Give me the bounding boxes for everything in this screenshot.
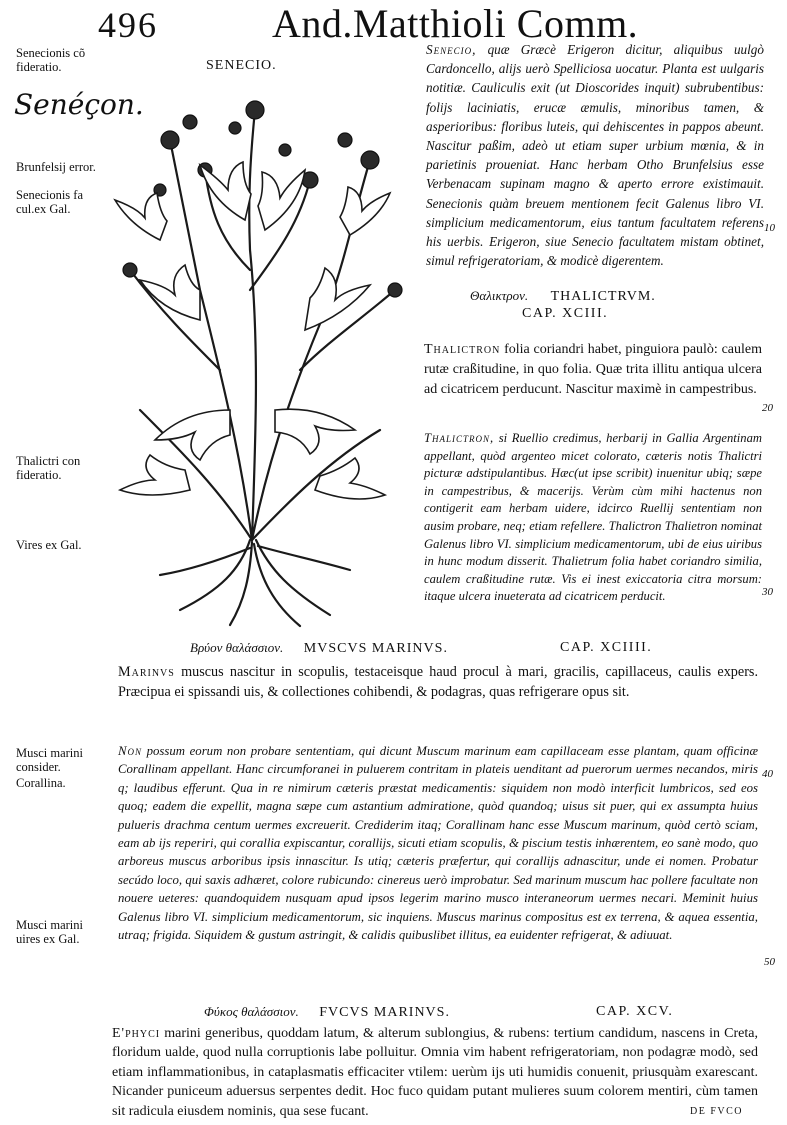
- page-number: 496: [98, 5, 158, 45]
- thalictrum-chapter: CAP. XCIII.: [522, 306, 609, 321]
- muscus-chapter: CAP. XCIIII.: [560, 640, 653, 655]
- margin-note-script: Senéçon.: [14, 88, 144, 121]
- line-marker: 10: [764, 222, 775, 234]
- fucus-chapter: CAP. XCV.: [596, 1004, 674, 1019]
- thalictrum-dioscorides-text: [424, 340, 762, 400]
- catchword: DE FVCO: [690, 1106, 744, 1117]
- margin-note-brunfelsii: Brunfelsij error.: [16, 160, 96, 174]
- thalictrum-lead-word: Thalictron: [424, 342, 501, 357]
- senecio-commentary: [426, 40, 764, 270]
- thalictrum-greek-name: Θαλικτρον.: [470, 288, 529, 303]
- senecio-plant-illustration: [100, 70, 410, 630]
- fucus-greek-name: Φύκος θαλάσσιον.: [204, 1004, 299, 1019]
- margin-note-thalictri: Thalictri con fideratio.: [16, 454, 81, 482]
- fucus-title: FVCVS MARINVS.: [319, 1005, 450, 1020]
- muscus-title: MVSCVS MARINVS.: [303, 641, 448, 656]
- running-head: And.Matthioli Comm.: [272, 1, 639, 46]
- margin-note-musci-consider: Musci marini consider.: [16, 746, 84, 774]
- muscus-lead-word: Marinvs: [118, 664, 175, 680]
- muscus-heading: [190, 640, 448, 657]
- margin-note-corallina: Corallina.: [16, 776, 66, 790]
- margin-note-musci-vires: Musci marini uires ex Gal.: [16, 918, 84, 946]
- thalictrum-comment-lead: Thalictron,: [424, 431, 495, 445]
- muscus-comment-body: possum eorum non probare sententiam, qui dicunt Muscum marinum eam capillaceam esse plantam, quam officinæ Corallinam appellant. Hanc circumforanei in puluerem contritam in plateis uenditant ad puerorum uermes necandos, miris q; laudibus efferunt. Qua in re nimirum cæteris præstat medicamentis: siquidem non modò interficit lumbricos, sed eos quoq; eadem die expellit, magna sæpe cum astantium admiratione, quòd quandoq; uisus sit puer, qui ex assumpta huius pulueris drachma centum uermes excreuerit. Crediderim itaq; Corallinam hanc esse Muscum marinum, quòd certò sciam, eam ab ijs reperiri, qui corallia expiscantur, corallijs, sicuti etiam scopulis, & piscium testis inhærentem, eo sanè modo, quo arboreus muscus arboribus ipsis innascitur. Is utiq; cæteris præfertur, qui corallijs adnascitur, unde ei nomen. Probatur secúdo loco, qui saxis adhæret, colore rubicundo: cinereus uerò improbatur. Sed marinum muscum hac pollere facultate non nouere ueteres: quandoquidem nusquam apud ipsos legerim marino musco interaneorum uermes necari. Meminit huius Galenus libro VI. simplicium medicamentorum, sic inquiens. Muscus marinus compositus est ex terrena, & aquea essentia, utraq; frigida. Siquidem & gustum astringit, & calidis quibuslibet illitus, ea euidenter refrigerat, & adiuuat.: [118, 744, 758, 943]
- margin-note-senecionis: Senecionis cõ fideratio.: [16, 46, 86, 74]
- fucus-dioscorides-text: [112, 1024, 758, 1121]
- muscus-greek-name: Βρύον θαλάσσιον.: [190, 640, 284, 655]
- thalictrum-dioscorides-body: folia coriandri habet, pinguiora paulò: caulem rutæ craßitudine, in quo folia. Quæ trita illitu antiqua ulcera ad cicatricem perducunt. Nascitur maximè in campestribus.: [424, 342, 762, 397]
- thalictrum-commentary: [424, 430, 762, 606]
- senecio-body: quæ Græcè Erigeron dicitur, aliquibus uulgò Cardoncello, alijs uerò Spelliciosa uocatur. Planta est uulgaris notitiæ. Cauliculis exit (ut Dioscorides inquit) subrubentibus: folijs laciniatis, erucæ æmulis, minoribus tamen, & asperioribus: floribus luteis, qui dehiscentes in pappos abeunt. Nascitur paßim, adeò ut etiam super urbium mœnia, & in parietinis proueniat. Hanc herbam Otho Brunfelsius esse Verbenacam supinam magno & aperto errore existimauit. Senecionis quàm breuem mentionem fecit Galenus libro VI. simplicium medicamentorum, eius tantum facultatem referens his uerbis. Erigeron, siue Senecio facultatem mistam obtinet, simul refrigeratoriam, & modicè digerentem.: [426, 42, 764, 269]
- line-marker: 30: [762, 586, 773, 598]
- plant-caption: SENECIO.: [206, 58, 277, 73]
- line-marker: 40: [762, 768, 773, 780]
- fucus-heading: [204, 1004, 450, 1021]
- muscus-commentary: [118, 742, 758, 944]
- thalictrum-comment-body: si Ruellio credimus, herbarij in Gallia Argentinam appellant, quòd argenteo micet colorato, cæteris notis Thalictri picturæ adstipulantibus. Hæc(ut ipse scribit) inuenitur ubiq; sæpe in campestribus, & macerijs. Verùm cùm mihi hactenus non contigerit eam herbam uidere, idcirco Ruellij sententiam non ausim probare, neq; etiam refellere. Thalictron Thalietron nominat Galenus libro VI. simplicium medicamentorum, ubi de eius uiribus in hunc modum disserit. Thalietrum folia habet coriandro similia, caulem craßitudine rutæ. Vis ei inest exiccatoria citra morsum: itaque ulcera inueterata ad cicatricem perducit.: [424, 431, 762, 604]
- muscus-dioscorides-text: [118, 662, 758, 702]
- muscus-dioscorides-body: muscus nascitur in scopulis, testaceisque haud procul à mari, gracilis, capillaceus, caulis expers. Præcipua ei spissandi uis, & collectiones cohibendi, & podagras, quas refrigerare opus sit.: [118, 664, 758, 700]
- margin-note-vires: Vires ex Gal.: [16, 538, 82, 552]
- senecio-lead-word: Senecio,: [426, 42, 477, 57]
- thalictrum-heading: [470, 288, 656, 305]
- margin-note-senecionis-facultas: Senecionis fa cul.ex Gal.: [16, 188, 83, 216]
- muscus-comment-lead: Non: [118, 744, 143, 758]
- line-marker: 20: [762, 402, 773, 414]
- line-marker: 50: [764, 956, 775, 968]
- fucus-lead-word: E'phyci: [112, 1026, 161, 1041]
- thalictrum-title: THALICTRVM.: [550, 289, 656, 304]
- fucus-dioscorides-body: marini generibus, quoddam latum, & alterum sublongius, & rubens: tertium candidum, nascens in Creta, floridum ualde, quod nulla corruptionis labe polluitur. Omnia vim habent refrigeratoriam, non podagræ modò, sed etiam inflammationibus, in cataplasmatis efficaciter vtilem: uerùm ijs uti humidis conuenit, priusquàm exarescant. Nicander puniceum aduersus serpentes dedit. Hoc fuco quidam putant mulieres suum colorem mentiri, cùm tamen sit radicula eiusdem nominis, qua sese fucant.: [112, 1026, 758, 1119]
